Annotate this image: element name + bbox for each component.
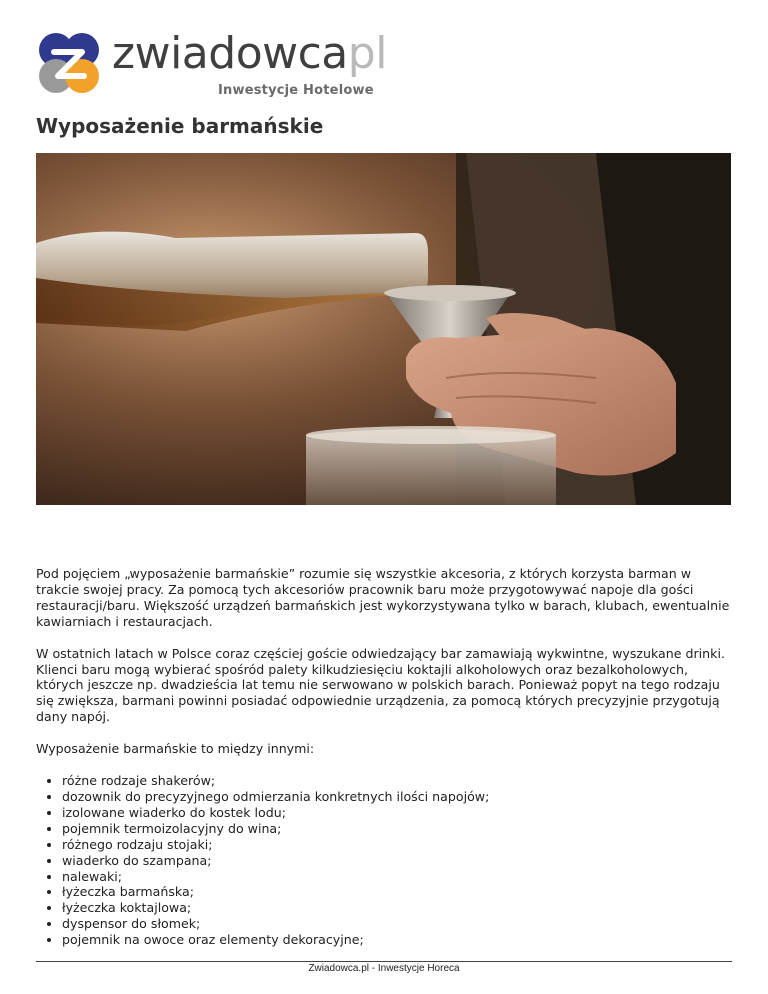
logo-wordmark [112, 28, 387, 79]
article-paragraph: Wyposażenie barmańskie to między innymi: [36, 741, 315, 757]
list-item: • nalewaki; [62, 869, 732, 885]
zwiadowca-logo-icon [36, 30, 102, 96]
list-item: • różnego rodzaju stojaki; [62, 837, 732, 853]
logo-brand: zwiadowca [112, 28, 348, 79]
list-item: • pojemnik termoizolacyjny do wina; [62, 821, 732, 837]
logo-tagline: Inwestycje Hotelowe [218, 83, 374, 98]
list-item: • dozownik do precyzyjnego odmierzania konkretnych ilości napojów; [62, 789, 732, 805]
list-item: • różne rodzaje shakerów; [62, 773, 732, 789]
list-item: • pojemnik na owoce oraz elementy dekoracyjne; [62, 932, 732, 948]
site-logo[interactable] [36, 30, 456, 102]
list-item: • wiaderko do szampana; [62, 853, 732, 869]
article-title: Wyposażenie barmańskie [36, 114, 324, 138]
page-footer: Zwiadowca.pl - Inwestycje Horeca [308, 963, 460, 974]
list-item: • dyspensor do słomek; [62, 916, 732, 932]
list-item: • łyżeczka barmańska; [62, 884, 732, 900]
equipment-list [36, 773, 732, 948]
article-paragraph: W ostatnich latach w Polsce coraz częściej goście odwiedzający bar zamawiają wykwintne, wyszukane drinki. Klienci baru mogą wybierać spośród palety kilkudziesięciu koktajli alkoholowych oraz bezalkoholowych, których jeszcze np. dwadzieścia lat temu nie serwowano w polskich barach. Ponieważ popyt na tego rodzaju się zwiększa, barmani powinni posiadać odpowiednie urządzenia, za pomocą których precyzyjnie przygotują dany napój. [36, 645, 725, 725]
logo-tld: pl [347, 28, 387, 79]
article-body [36, 566, 732, 948]
bartender-pouring-photo [36, 153, 731, 505]
footer-divider [36, 961, 732, 962]
list-item: • izolowane wiaderko do kostek lodu; [62, 805, 732, 821]
article-paragraph: Pod pojęciem „wyposażenie barmańskie” rozumie się wszystkie akcesoria, z których korzysta barman w trakcie swojej pracy. Za pomocą tych akcesoriów pracownik baru może przygotowywać napoje dla gości restauracji/baru. Większość urządzeń barmańskich jest wykorzystywana tylko w barach, klubach, ewentualnie kawiarniach i restauracjach. [36, 566, 730, 629]
list-item: • łyżeczka koktajlowa; [62, 900, 732, 916]
